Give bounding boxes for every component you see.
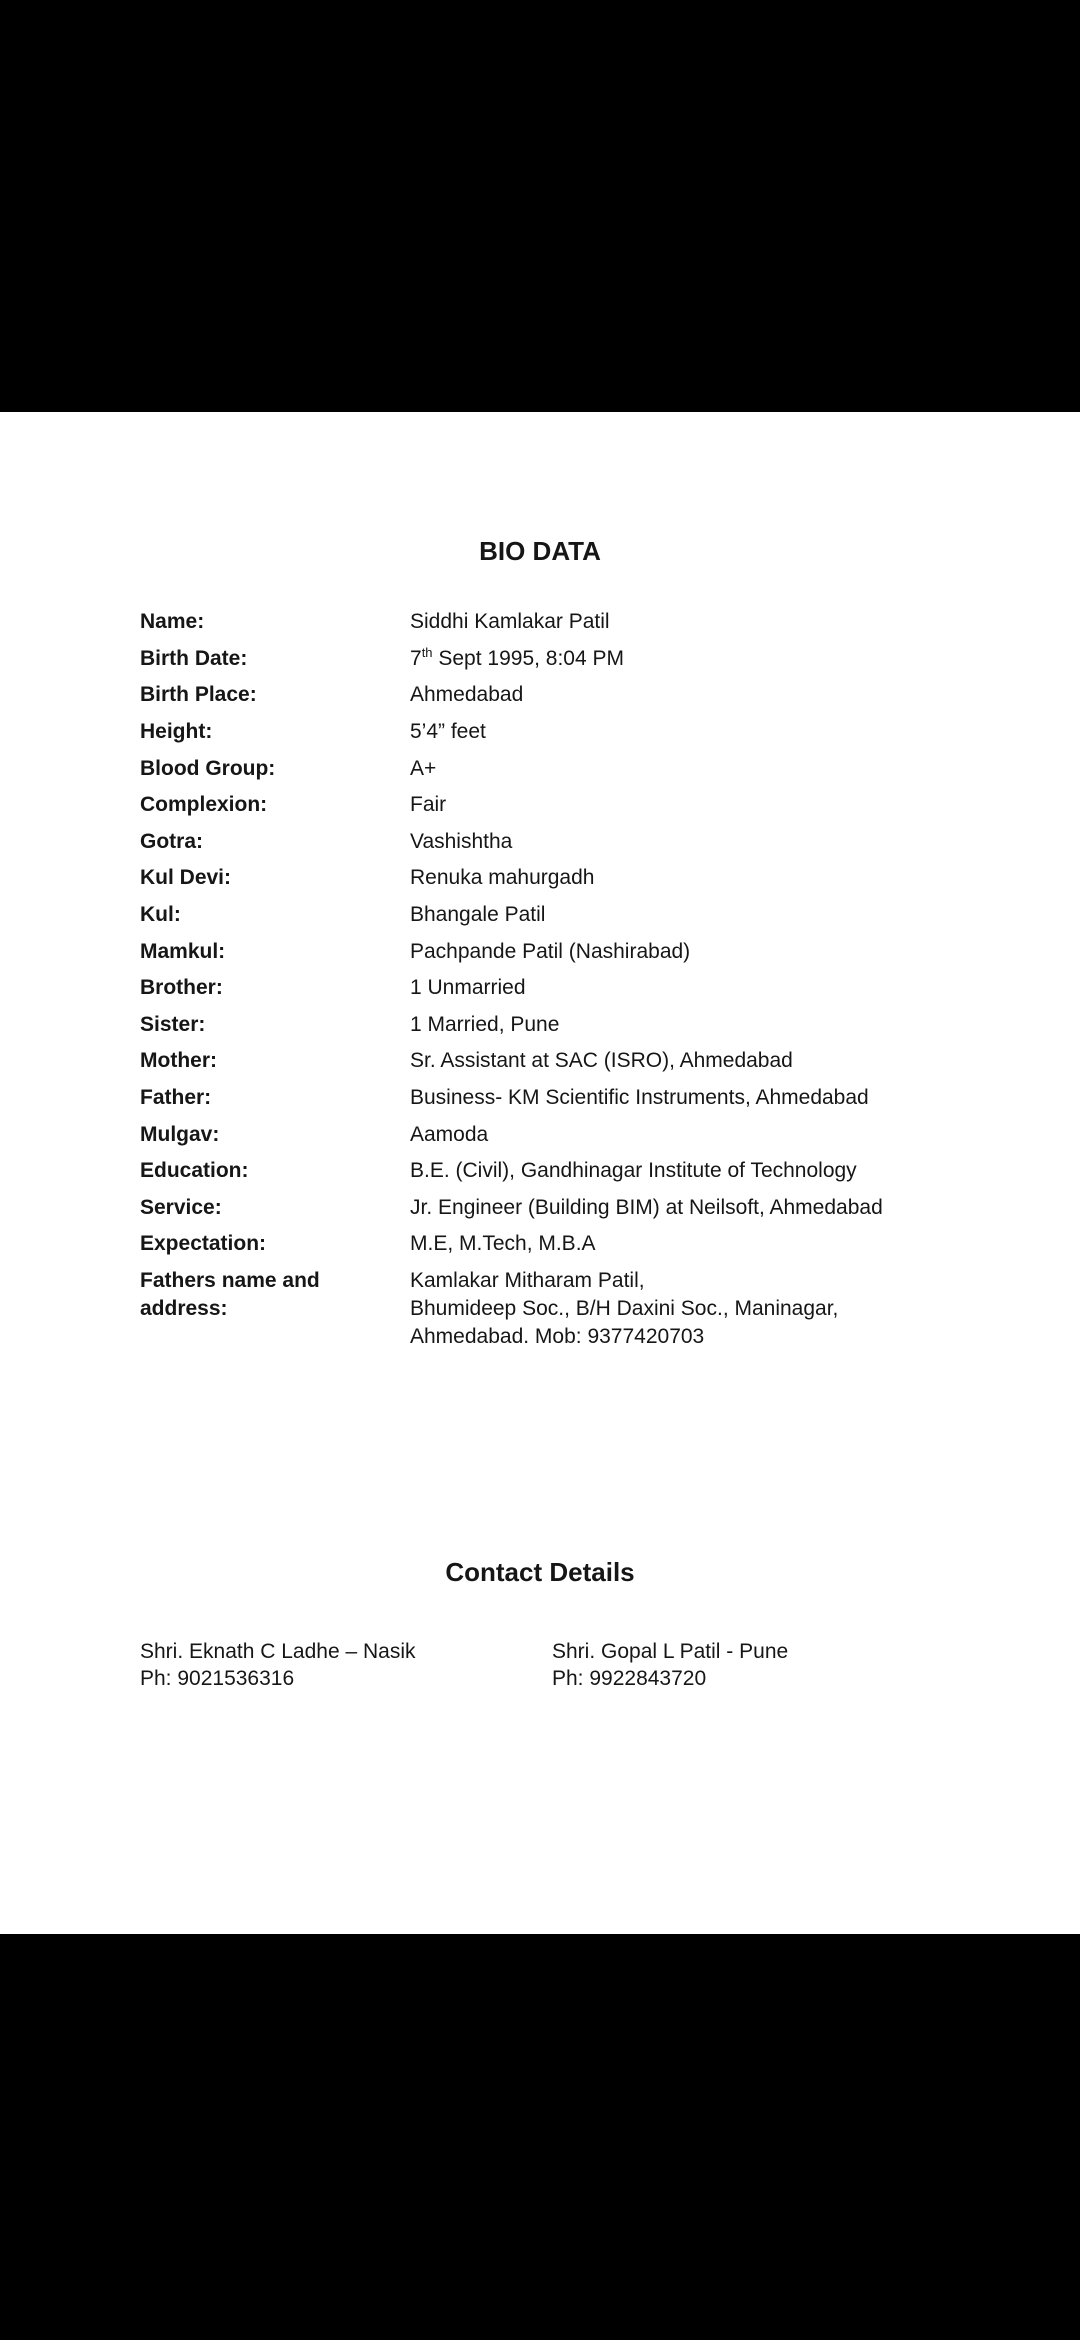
field-value: Jr. Engineer (Building BIM) at Neilsoft, Ahmedabad <box>410 1195 883 1219</box>
address-line: Ahmedabad. Mob: 9377420703 <box>410 1324 705 1348</box>
field-label: Father: <box>140 1086 212 1110</box>
field-row <box>140 970 1060 1007</box>
field-label: Kul: <box>140 903 181 927</box>
field-row <box>140 1007 1060 1044</box>
field-label: Blood Group: <box>140 756 276 780</box>
field-row-address <box>140 1263 1060 1351</box>
field-value: Ahmedabad <box>410 683 524 707</box>
biodata-page <box>0 412 1080 1934</box>
field-row <box>140 860 1060 897</box>
field-label: Complexion: <box>140 793 268 817</box>
field-value: Sr. Assistant at SAC (ISRO), Ahmedabad <box>410 1049 793 1073</box>
field-label: Gotra: <box>140 829 203 853</box>
field-row <box>140 641 1060 678</box>
contact-entry <box>552 1638 788 1692</box>
birth-date-rest: Sept 1995, 8:04 PM <box>432 646 624 670</box>
field-value <box>410 644 1060 671</box>
field-row <box>140 1080 1060 1117</box>
field-row <box>140 604 1060 641</box>
field-label: Birth Place: <box>140 683 257 707</box>
field-value: B.E. (Civil), Gandhinagar Institute of Technology <box>410 1159 857 1183</box>
field-label: Height: <box>140 720 213 744</box>
field-label: Mamkul: <box>140 939 226 963</box>
field-row <box>140 1043 1060 1080</box>
field-label: Fathers name and address: <box>140 1268 320 1320</box>
contact-phone: Ph: 9922843720 <box>552 1667 707 1690</box>
field-value: A+ <box>410 756 437 780</box>
contact-phone: Ph: 9021536316 <box>140 1667 295 1690</box>
field-row <box>140 677 1060 714</box>
field-value: Renuka mahurgadh <box>410 866 595 890</box>
field-label: Service: <box>140 1195 222 1219</box>
address-line: Kamlakar Mitharam Patil, <box>410 1268 645 1292</box>
biodata-fields <box>140 604 1060 1351</box>
field-value: Bhangale Patil <box>410 903 546 927</box>
bottom-letterbox <box>0 1934 1080 2340</box>
field-value: 1 Unmarried <box>410 976 526 1000</box>
contact-name: Shri. Gopal L Patil - Pune <box>552 1640 789 1663</box>
field-value: 1 Married, Pune <box>410 1012 560 1036</box>
field-label: Kul Devi: <box>140 866 232 890</box>
field-row <box>140 1116 1060 1153</box>
birth-day: 7 <box>410 646 422 670</box>
field-row <box>140 1190 1060 1227</box>
field-label: Mulgav: <box>140 1122 220 1146</box>
field-label: Name: <box>140 610 205 634</box>
field-row <box>140 714 1060 751</box>
field-value: Vashishtha <box>410 829 513 853</box>
field-value: Aamoda <box>410 1122 489 1146</box>
field-row <box>140 787 1060 824</box>
contact-entries <box>0 1638 1080 1698</box>
contact-entry <box>140 1638 415 1692</box>
field-row <box>140 1153 1060 1190</box>
field-value: Fair <box>410 793 447 817</box>
contact-name: Shri. Eknath C Ladhe – Nasik <box>140 1640 416 1663</box>
field-row <box>140 933 1060 970</box>
address-line: Bhumideep Soc., B/H Daxini Soc., Maninagar, <box>410 1296 839 1320</box>
contact-details-title: Contact Details <box>445 1557 635 1587</box>
field-value: Pachpande Patil (Nashirabad) <box>410 939 691 963</box>
field-label: Birth Date: <box>140 646 248 670</box>
field-row <box>140 897 1060 934</box>
field-row <box>140 824 1060 861</box>
field-label: Mother: <box>140 1049 217 1073</box>
top-letterbox <box>0 0 1080 412</box>
field-row <box>140 750 1060 787</box>
field-value: M.E, M.Tech, M.B.A <box>410 1232 596 1256</box>
field-value: 5’4” feet <box>410 720 486 744</box>
field-label: Education: <box>140 1159 249 1183</box>
field-label: Expectation: <box>140 1232 267 1256</box>
field-label: Brother: <box>140 976 223 1000</box>
field-value: Business- KM Scientific Instruments, Ahmedabad <box>410 1086 869 1110</box>
field-value: Siddhi Kamlakar Patil <box>410 610 610 634</box>
ordinal-superscript: th <box>421 644 433 660</box>
field-value <box>410 1267 1060 1351</box>
page-title: BIO DATA <box>479 536 601 566</box>
field-label: Sister: <box>140 1012 206 1036</box>
field-row <box>140 1226 1060 1263</box>
